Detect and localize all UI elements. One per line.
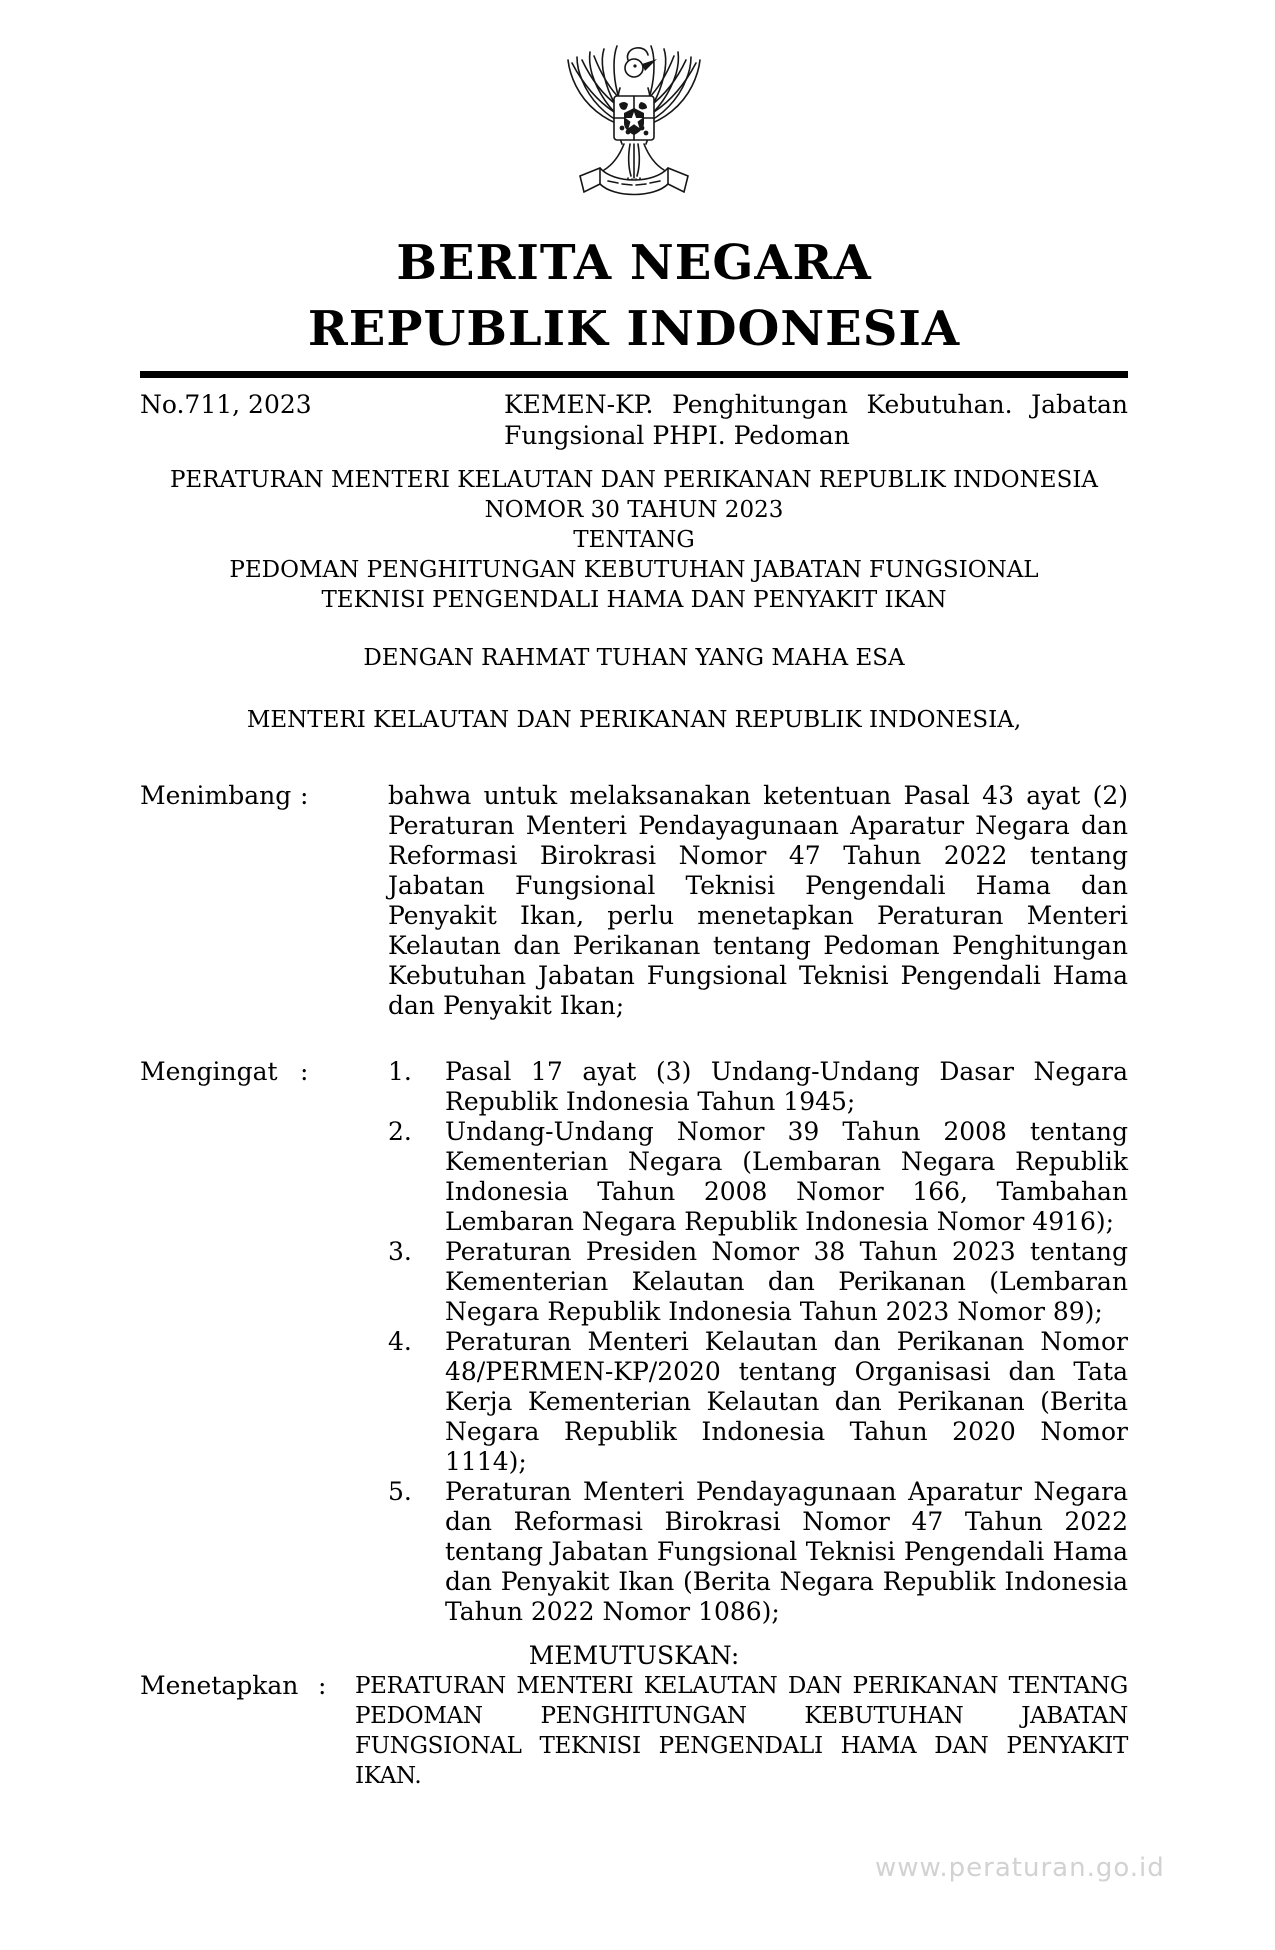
masthead-rule xyxy=(140,371,1128,378)
menimbang-text: bahwa untuk melaksanakan ketentuan Pasal 43 ayat (2) Peraturan Menteri Pendayagunaan Aparatur Negara dan Reformasi Birokrasi Nomor 47 Tahun 2022 tentang Jabatan Fungsional Teknisi Pengendali Hama dan Penyakit Ikan, perlu menetapkan Peraturan Menteri Kelautan dan Perikanan tentang Pedoman Penghitungan Kebutuhan Jabatan Fungsional Teknisi Pengendali Hama dan Penyakit Ikan; xyxy=(388,781,1128,1020)
list-item xyxy=(388,1237,1128,1327)
title-line-3: TENTANG xyxy=(573,527,695,553)
list-item-number: 4. xyxy=(388,1327,412,1356)
masthead-line1: BERITA NEGARA xyxy=(396,235,872,291)
menetapkan-label: Menetapkan xyxy=(140,1671,299,1700)
list-item-text: Peraturan Menteri Kelautan dan Perikanan Nomor 48/PERMEN-KP/2020 tentang Organisasi dan Tata Kerja Kementerian Kelautan dan Perikanan (Berita Negara Republik Indonesia Tahun 2020 Nomor 1114); xyxy=(445,1327,1128,1476)
title-line-1: PERATURAN MENTERI KELAUTAN DAN PERIKANAN REPUBLIK INDONESIA xyxy=(169,467,1099,493)
menimbang-colon: : xyxy=(300,781,309,810)
authority-line: MENTERI KELAUTAN DAN PERIKANAN REPUBLIK INDONESIA, xyxy=(246,707,1022,733)
list-item xyxy=(388,1057,1128,1117)
list-item-text: Undang-Undang Nomor 39 Tahun 2008 tentang Kementerian Negara (Lembaran Negara Republik Indonesia Tahun 2008 Nomor 166, Tambahan Lembaran Negara Republik Indonesia Nomor 4916); xyxy=(445,1117,1128,1236)
mengingat-list xyxy=(388,1057,1128,1627)
invocation-line: DENGAN RAHMAT TUHAN YANG MAHA ESA xyxy=(363,645,905,671)
classification-line2: Fungsional PHPI. Pedoman xyxy=(504,421,850,450)
gazette-number: No.711, 2023 xyxy=(140,390,312,419)
gazette-classification xyxy=(504,389,1128,451)
emblem-container xyxy=(140,38,1128,210)
masthead-line2: REPUBLIK INDONESIA xyxy=(307,301,961,357)
mengingat-section xyxy=(140,1057,1128,1627)
list-item-number: 1. xyxy=(388,1057,412,1086)
mengingat-label: Mengingat xyxy=(140,1057,278,1086)
list-item-text: Peraturan Menteri Pendayagunaan Aparatur Negara dan Reformasi Birokrasi Nomor 47 Tahun 2022 tentang Jabatan Fungsional Teknisi Pengendali Hama dan Penyakit Ikan (Berita Negara Republik Indonesia Tahun 2022 Nomor 1086); xyxy=(445,1477,1128,1626)
regulation-title xyxy=(140,465,1128,615)
list-item-text: Peraturan Presiden Nomor 38 Tahun 2023 tentang Kementerian Kelautan dan Perikanan (Lembaran Negara Republik Indonesia Tahun 2023 Nomor 89); xyxy=(445,1237,1128,1326)
website-watermark: www.peraturan.go.id xyxy=(875,1853,1165,1883)
title-line-5: TEKNISI PENGENDALI HAMA DAN PENYAKIT IKAN xyxy=(321,587,947,613)
title-line-4: PEDOMAN PENGHITUNGAN KEBUTUHAN JABATAN FUNGSIONAL xyxy=(229,557,1039,583)
menetapkan-text: PERATURAN MENTERI KELAUTAN DAN PERIKANAN TENTANG PEDOMAN PENGHITUNGAN KEBUTUHAN JABATAN FUNGSIONAL TEKNISI PENGENDALI HAMA DAN PENYAKIT IKAN. xyxy=(355,1673,1128,1789)
list-item xyxy=(388,1327,1128,1477)
masthead xyxy=(140,230,1128,362)
page-content xyxy=(140,0,1128,1791)
garuda-pancasila-icon xyxy=(558,38,710,210)
gazette-header xyxy=(140,389,1128,451)
list-item-number: 2. xyxy=(388,1117,412,1146)
menimbang-label: Menimbang xyxy=(140,781,292,810)
classification-line1: KEMEN-KP. Penghitungan Kebutuhan. Jabatan xyxy=(504,390,1128,419)
mengingat-colon: : xyxy=(300,1057,309,1086)
list-item-number: 3. xyxy=(388,1237,412,1266)
menetapkan-section xyxy=(140,1671,1128,1791)
memutuskan-heading: MEMUTUSKAN: xyxy=(528,1641,740,1670)
list-item xyxy=(388,1117,1128,1237)
list-item xyxy=(388,1477,1128,1627)
title-line-2: NOMOR 30 TAHUN 2023 xyxy=(484,497,784,523)
list-item-number: 5. xyxy=(388,1477,412,1506)
menetapkan-colon: : xyxy=(318,1671,327,1700)
menimbang-section xyxy=(140,781,1128,1021)
list-item-text: Pasal 17 ayat (3) Undang-Undang Dasar Negara Republik Indonesia Tahun 1945; xyxy=(445,1057,1128,1116)
